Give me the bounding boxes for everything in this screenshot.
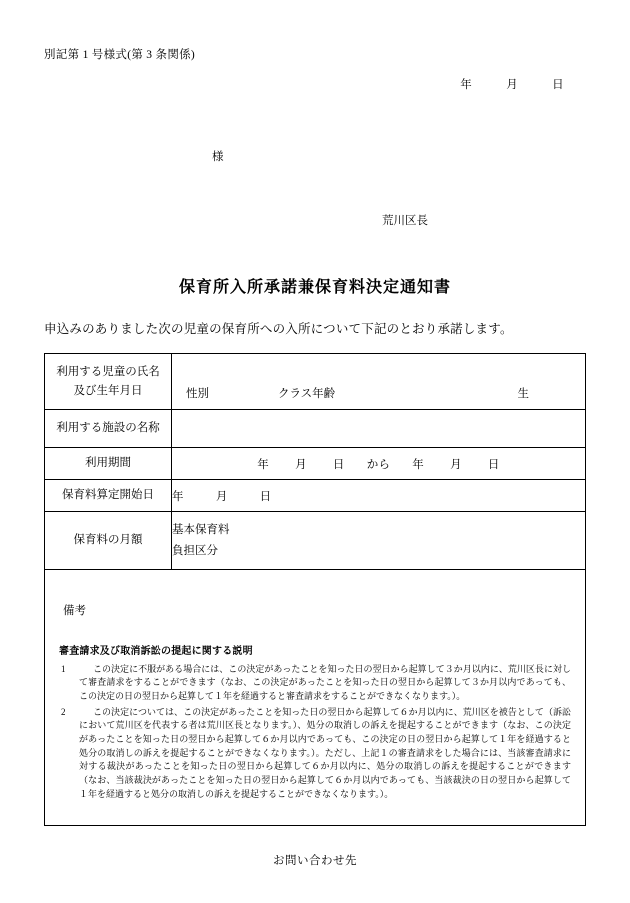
remarks-item-2-text: この決定については、この決定があったことを知った日の翌日から起算して６か月以内に、荒川区を被告として（訴訟において荒川区を代表する者は荒川区長となります。）、処分の取消しの訴えを提起することができます（なお、この決定があったことを知った日の翌日から起算して６か月以内であっても、この決定の日の翌日から起算して１年を経過すると処分の取消しの訴えを提起することができなくなります。）。ただし、上記１の審査請求をした場合には、当該審査請求に対する裁決があったことを知った日の翌日から起算して６か月以内に、処分の取消しの訴えを提起することができます（なお、当該裁決があったことを知った日の翌日から起算して６か月以内であっても、当該裁決の日の翌日から起算して１年を経過すると処分の取消しの訴えを提起することができなくなります。）。 — [79, 706, 571, 799]
remarks-body — [45, 618, 585, 802]
label-facility-name: 利用する施設の名称 — [45, 410, 172, 448]
period-month-to: 月 — [450, 458, 462, 471]
period-from-word: から — [366, 458, 391, 471]
remarks-item-1-text: この決定に不服がある場合には、この決定があったことを知った日の翌日から起算して３か月以内に、荒川区長に対して審査請求をすることができます（なお、この決定があったことを知った日の翌日から起算して３か月以内であっても、この決定の日の翌日から起算して１年を経過すると審査請求をすることができなくなります。）。 — [79, 663, 571, 701]
label-monthly-fee: 保育料の月額 — [45, 512, 172, 570]
period-year-from: 年 — [257, 458, 270, 471]
remarks-list — [59, 663, 571, 802]
list-item — [59, 706, 571, 802]
date-day-label: 日 — [552, 79, 564, 91]
date-year-label: 年 — [460, 79, 473, 91]
period-year-to: 年 — [412, 458, 425, 471]
period-month-from: 月 — [295, 458, 307, 471]
value-facility-name — [172, 410, 586, 448]
period-day-to: 日 — [487, 458, 500, 471]
value-fee-start-date — [172, 480, 586, 512]
label-remarks: 備考 — [63, 604, 86, 617]
form-number: 別記第 1 号様式(第 3 条関係) — [44, 49, 196, 61]
remarks-item-2-number: 2 — [61, 706, 66, 717]
start-month-label: 月 — [215, 490, 228, 503]
date-line — [44, 76, 586, 92]
label-birth: 生 — [517, 387, 529, 400]
label-class-age: クラス年齢 — [278, 387, 336, 400]
date-month-label: 月 — [506, 79, 519, 91]
table-row-monthly-fee — [45, 512, 586, 570]
label-child-name-line1: 利用する児童の氏名 — [56, 366, 160, 379]
period-day-from: 日 — [332, 458, 345, 471]
remarks-cell — [45, 570, 586, 826]
label-fee-start-date: 保育料算定開始日 — [45, 480, 172, 512]
page-title: 保育所入所承諾兼保育料決定通知書 — [178, 279, 451, 296]
label-sex: 性別 — [186, 387, 209, 400]
addressee-line: 様 — [212, 151, 224, 163]
table-row-facility — [45, 410, 586, 448]
list-item — [59, 663, 571, 704]
label-use-period: 利用期間 — [45, 448, 172, 480]
child-attributes-row — [186, 363, 585, 401]
start-year-label: 年 — [172, 490, 184, 503]
table-row-remarks — [45, 570, 586, 826]
table-row-period — [45, 448, 586, 480]
lead-paragraph: 申込みのありました次の児童の保育所への入所について下記のとおり承諾します。 — [44, 322, 513, 336]
contact-footer: お問い合わせ先 — [273, 855, 357, 867]
fee-base-label: 基本保育料 — [172, 523, 230, 536]
table-row-child-name — [45, 354, 586, 410]
notification-table — [44, 353, 586, 826]
start-day-label: 日 — [259, 490, 272, 503]
value-child-name — [172, 354, 586, 410]
label-child-name — [45, 354, 172, 410]
fee-burden-category-label: 負担区分 — [172, 544, 218, 557]
value-monthly-fee — [172, 512, 586, 570]
remarks-explain-title: 審査請求及び取消訴訟の提起に関する説明 — [59, 645, 253, 657]
table-row-fee-start-date — [45, 480, 586, 512]
remarks-item-1-number: 1 — [61, 663, 66, 674]
label-child-name-line2: 及び生年月日 — [73, 384, 143, 397]
issuer-line: 荒川区長 — [382, 215, 428, 227]
value-use-period — [172, 448, 586, 480]
